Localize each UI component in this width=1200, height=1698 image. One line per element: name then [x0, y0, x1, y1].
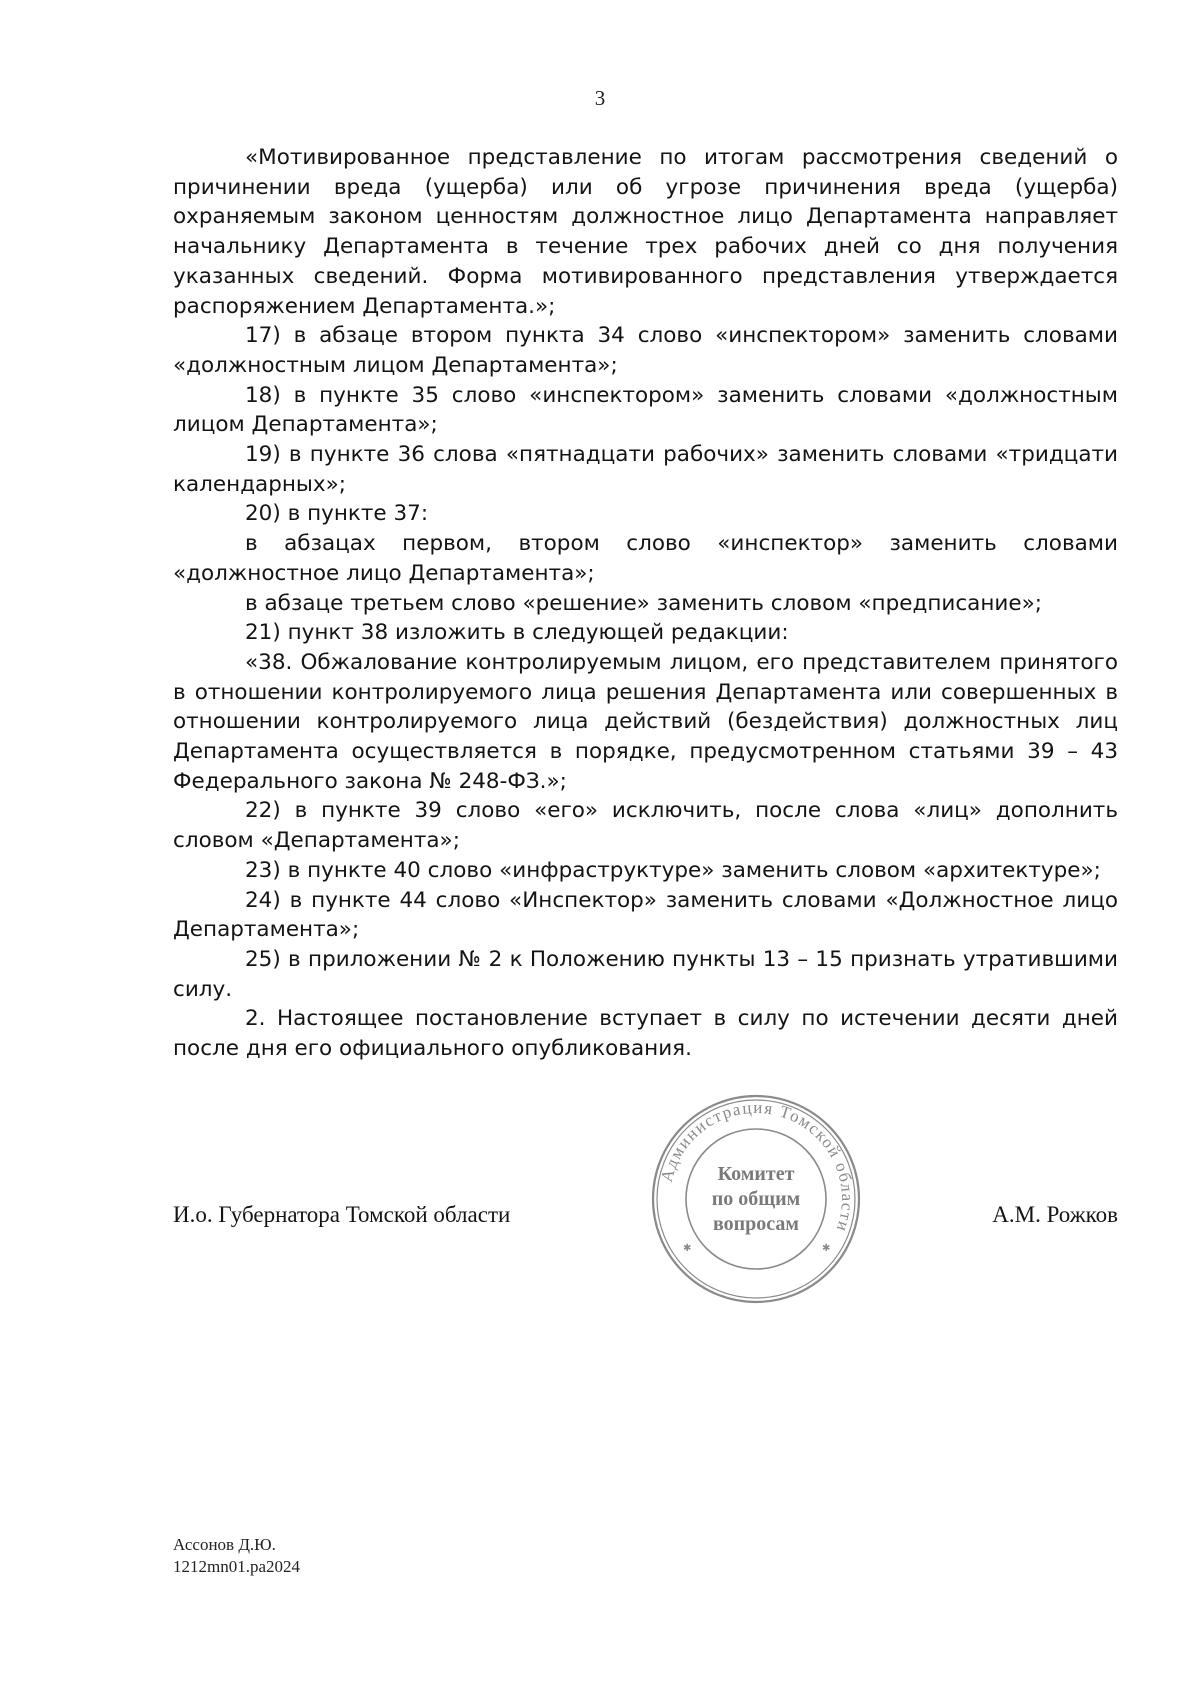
paragraph-item-21: 21) пункт 38 изложить в следующей редакции: [245, 620, 789, 646]
paragraph-item-20-third: в абзаце третьем слово «решение» заменить словом «предписание»; [245, 590, 1043, 616]
signature-block [173, 1202, 1118, 1236]
stamp-ring-text: Администрация Томской области [656, 1097, 858, 1236]
paragraph-item-19: 19) в пункте 36 слова «пятнадцати рабочих» заменить словами «тридцати календарных»; [173, 442, 1118, 497]
paragraph-item-20-first-second: в абзацах первом, втором слово «инспектор» заменить словами «должностное лицо Департамента»; [173, 531, 1118, 586]
stamp-star-right: ✱ [822, 1243, 831, 1254]
footer-block [173, 1534, 300, 1578]
stamp-center-line-3: вопросам [712, 1213, 800, 1235]
official-stamp [650, 1093, 862, 1305]
page-number: 3 [594, 86, 606, 110]
stamp-center-line-2: по общим [711, 1188, 801, 1210]
signatory-name: А.М. Рожков [992, 1202, 1118, 1227]
paragraph-item-24: 24) в пункте 44 слово «Инспектор» заменить словами «Должностное лицо Департамента»; [173, 887, 1118, 943]
paragraph-motivated-representation: «Мотивированное представление по итогам рассмотрения сведений о причинении вреда (ущерба) или об угрозе причинения вреда (ущерба) охраняемым законом ценностям должностное лицо Департамента направляет начальнику Департамента в течение трех рабочих дней со дня получения указанных сведений. Форма мотивированного представления утверждается распоряжением Департамента.»; [173, 145, 1118, 319]
stamp-center-line-1: Комитет [717, 1163, 795, 1185]
paragraph-item-22: 22) в пункте 39 слово «его» исключить, после слова «лиц» дополнить словом «Департамента»; [173, 798, 1118, 854]
footer-document-code: 1212mn01.pa2024 [173, 1557, 301, 1576]
paragraph-item-18: 18) в пункте 35 слово «инспектором» заменить словами «должностным лицом Департамента»; [173, 382, 1118, 438]
signatory-position: И.о. Губернатора Томской области [173, 1202, 511, 1227]
paragraph-effective-date: 2. Настоящее постановление вступает в силу по истечении десяти дней после дня его официального опубликования. [173, 1006, 1118, 1062]
document-body [173, 143, 1118, 1064]
paragraph-item-38-text: «38. Обжалование контролируемым лицом, его представителем принятого в отношении контролируемого лица решения Департамента или совершенных в отношении контролируемого лица действий (бездействия) должностных лиц Департамента осуществляется в порядке, предусмотренном статьями 39 – 43 Федерального закона № 248-ФЗ.»; [173, 649, 1118, 794]
paragraph-item-20: 20) в пункте 37: [245, 501, 429, 527]
stamp-star-left: ✱ [683, 1243, 692, 1254]
footer-author: Ассонов Д.Ю. [173, 1535, 276, 1554]
paragraph-item-25: 25) в приложении № 2 к Положению пункты 13 – 15 признать утратившими силу. [173, 946, 1118, 1002]
paragraph-item-23: 23) в пункте 40 слово «инфраструктуре» заменить словом «архитектуре»; [245, 857, 1101, 883]
paragraph-item-17: 17) в абзаце втором пункта 34 слово «инспектором» заменить словами «должностным лицом Департамента»; [173, 323, 1118, 378]
